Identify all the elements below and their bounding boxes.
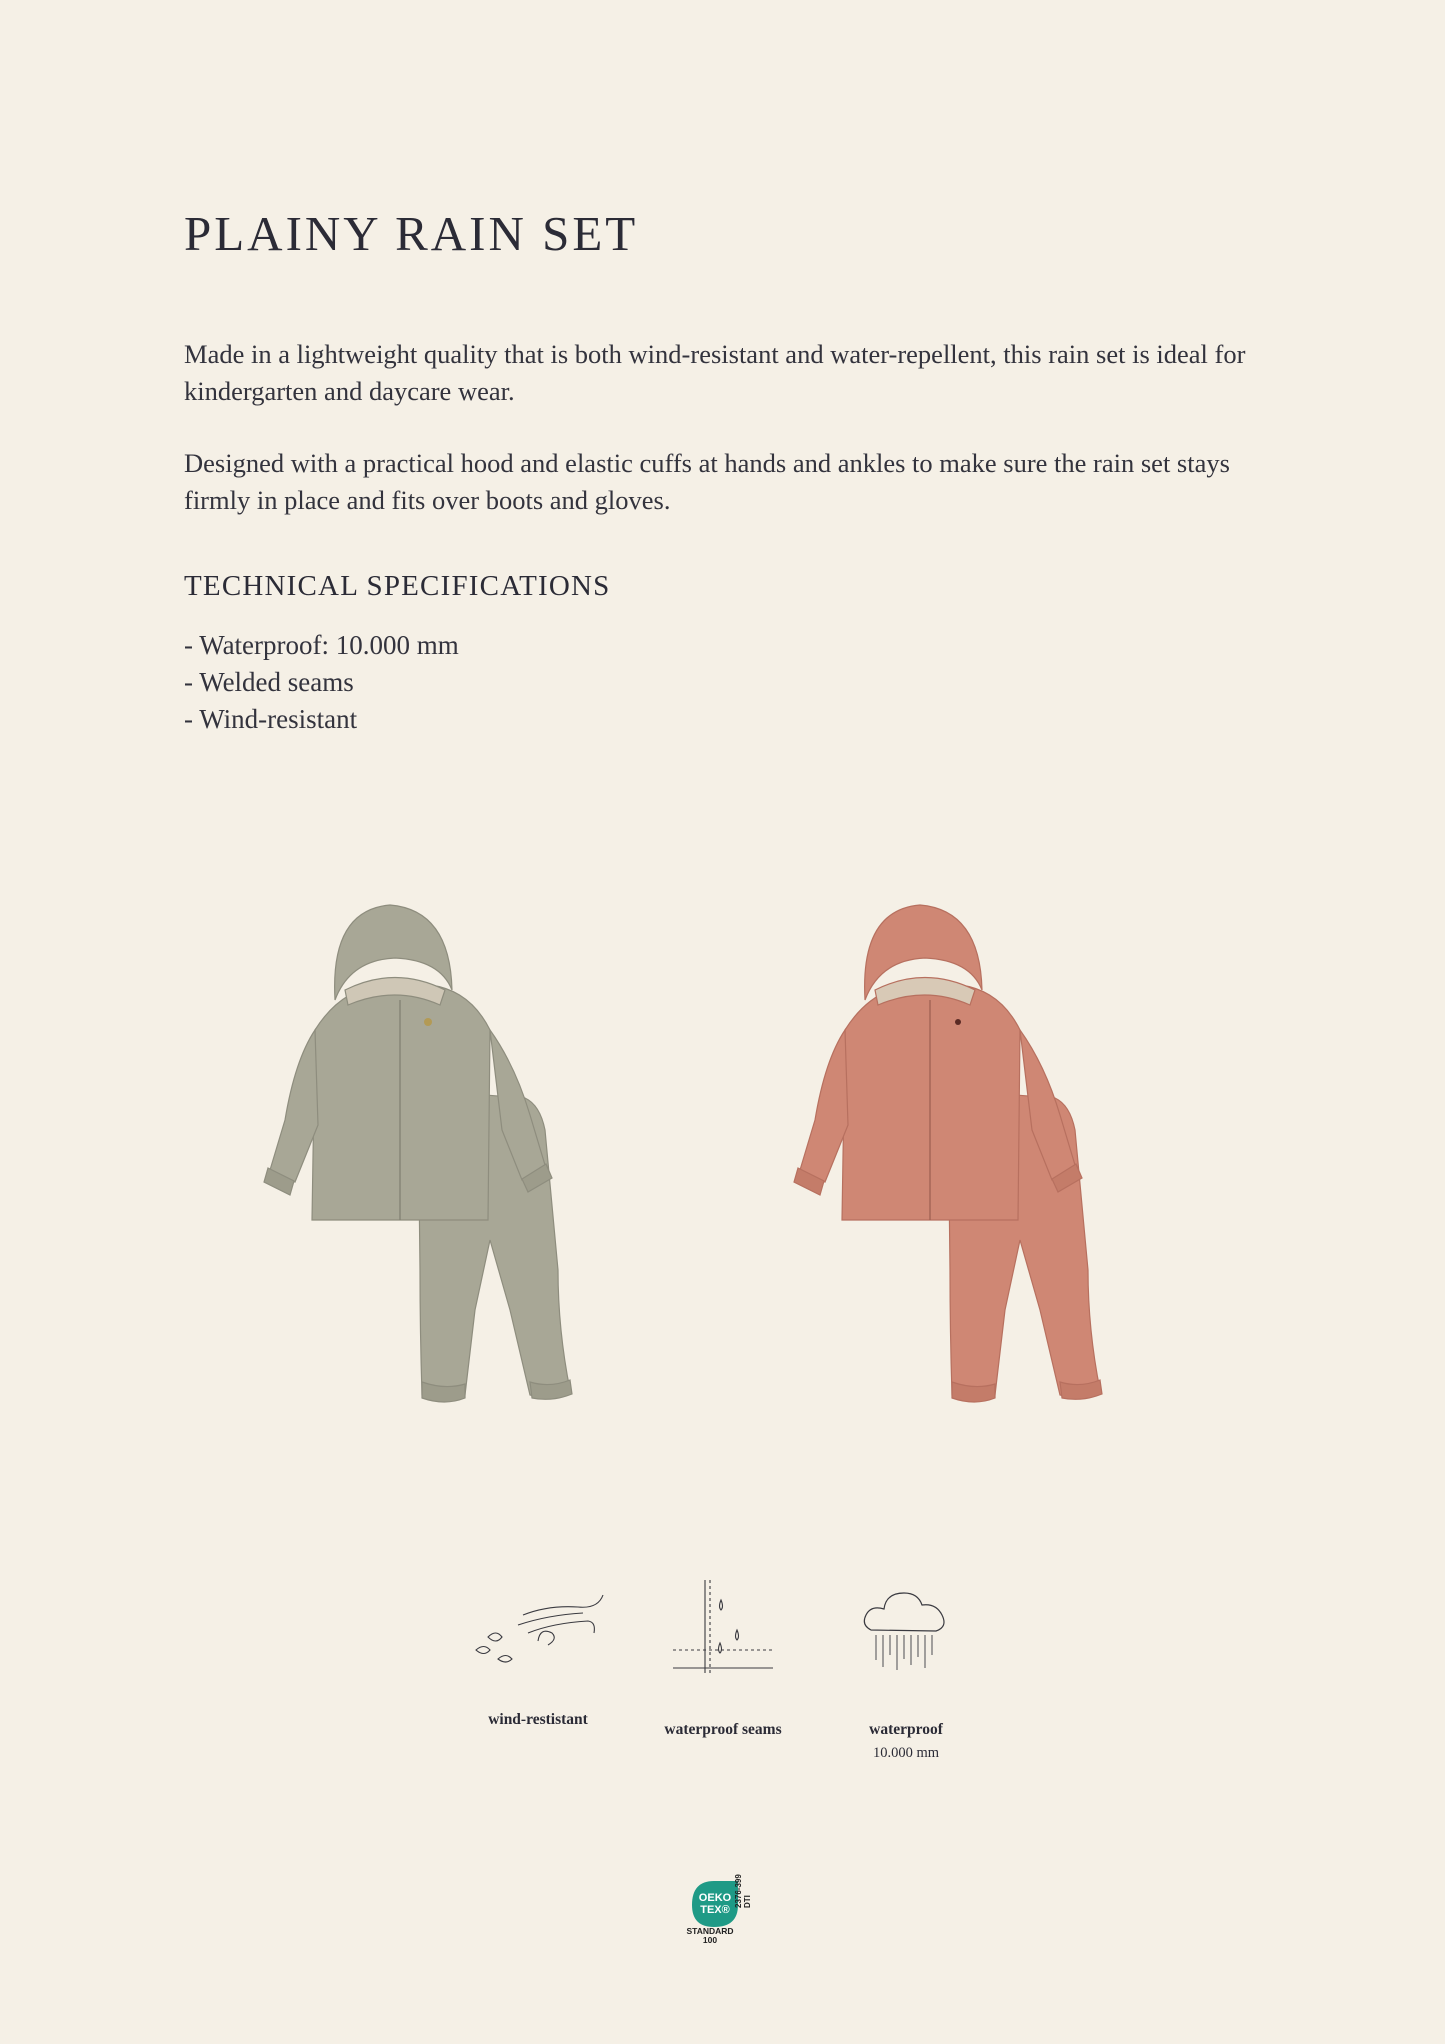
specs-list	[184, 627, 459, 738]
oeko-code: 2376-399 DTI	[734, 1874, 752, 1908]
description-paragraph-2: Designed with a practical hood and elastic cuffs at hands and ankles to make sure the rain set stays firmly in place and fits over boots and gloves.	[184, 448, 1230, 515]
svg-text:TEX®: TEX®	[700, 1904, 730, 1916]
feature-label: waterproof seams	[664, 1721, 782, 1738]
page-title: PLAINY RAIN SET	[184, 206, 639, 261]
feature-seams	[648, 1575, 798, 1745]
green-rain-set-image	[240, 890, 620, 1410]
specs-heading: TECHNICAL SPECIFICATIONS	[184, 570, 611, 602]
spec-item: - Wind-resistant	[184, 704, 358, 734]
seams-icon	[668, 1575, 778, 1675]
feature-sublabel: 10.000 mm	[872, 1745, 940, 1761]
feature-label: wind-restistant	[488, 1711, 588, 1728]
description-paragraph-1: Made in a lightweight quality that is both wind-resistant and water-repellent, this rain set is ideal for kindergarten and daycare wear.	[184, 339, 1246, 406]
spec-item: - Waterproof: 10.000 mm	[184, 630, 459, 660]
rain-cloud-icon	[856, 1575, 956, 1675]
wind-icon	[468, 1575, 608, 1665]
oeko-standard: STANDARD 100	[686, 1926, 734, 1945]
feature-label: waterproof	[869, 1721, 943, 1738]
pink-rain-set-image	[770, 890, 1150, 1410]
feature-wind	[458, 1575, 618, 1735]
spec-item: - Welded seams	[184, 667, 354, 697]
feature-waterproof	[836, 1575, 976, 1762]
svg-text:OEKO: OEKO	[698, 1892, 732, 1904]
